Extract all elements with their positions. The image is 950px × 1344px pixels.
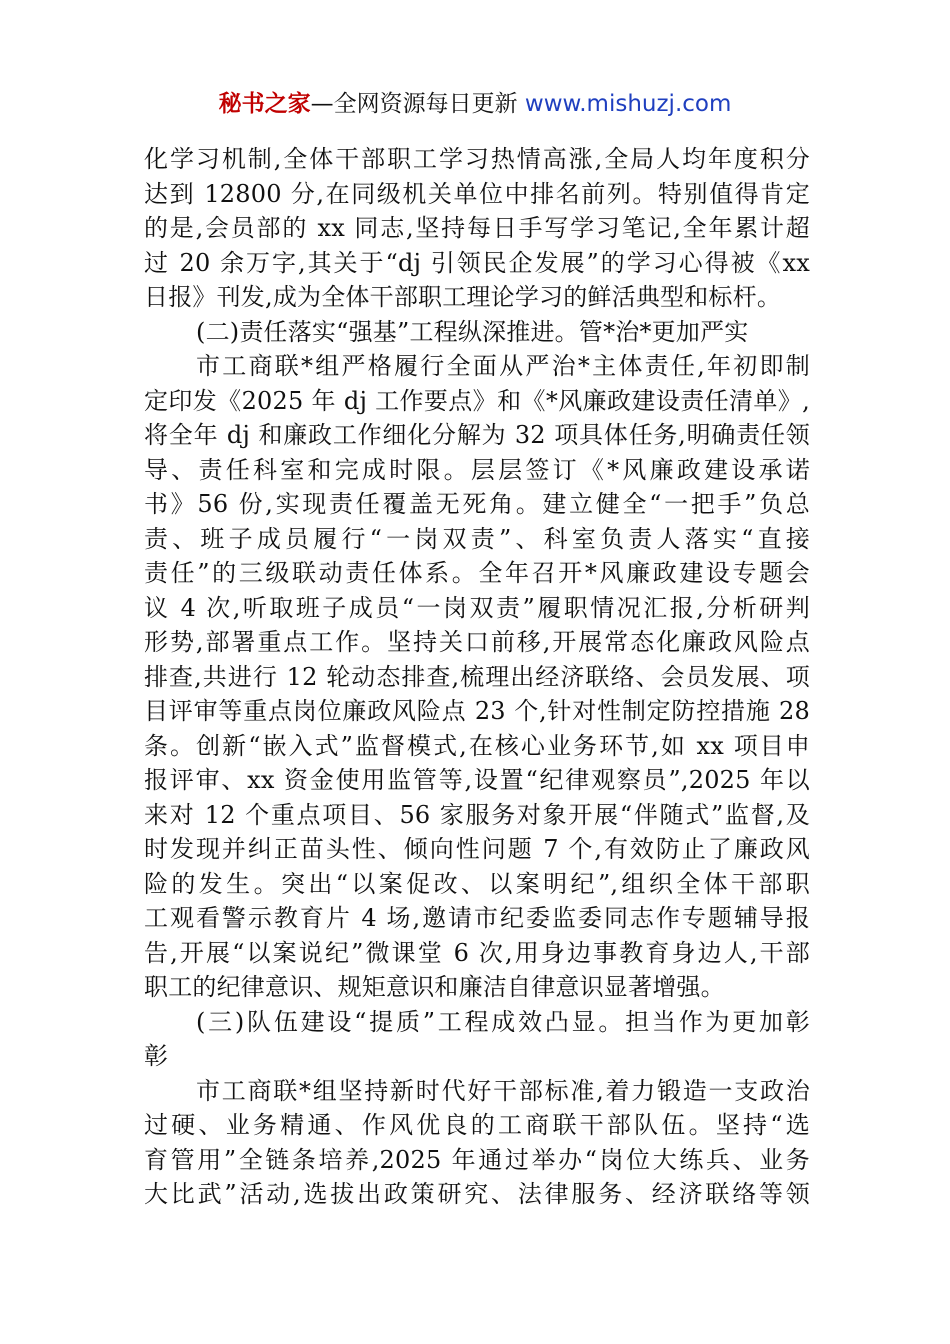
text-line: 职工的纪律意识、规矩意识和廉洁自律意识显著增强。 (144, 973, 725, 1001)
text-line: 险的发生。突出“以案促改、以案明纪”,组织全体干部职 (144, 869, 810, 898)
header-brand: 秘书之家 (218, 91, 311, 117)
page-header (0, 88, 950, 120)
text-line: 目评审等重点岗位廉政风险点 23 个,针对性制定防控措施 28 (144, 697, 810, 725)
text-line: 导、责任科室和完成时限。层层签订《*风廉政建设承诺 (144, 455, 810, 484)
text-line: 议 4 次,听取班子成员“一岗双责”履职情况汇报,分析研判 (144, 593, 810, 622)
text-line: 报评审、xx 资金使用监管等,设置“纪律观察员”,2025 年以 (144, 766, 810, 794)
header-site-link[interactable]: www.mishuzj.com (524, 91, 732, 117)
text-line: 来对 12 个重点项目、56 家服务对象开展“伴随式”监督,及 (144, 800, 810, 829)
text-line: 形势,部署重点工作。坚持关口前移,开展常态化廉政风险点 (144, 628, 810, 656)
text-line: 日报》刊发,成为全体干部职工理论学习的鲜活典型和标杆。 (144, 283, 782, 311)
text-line: 工观看警示教育片 4 场,邀请市纪委监委同志作专题辅导报 (144, 904, 810, 932)
text-line: (三)队伍建设“提质”工程成效凸显。担当作为更加彰 (196, 1007, 810, 1036)
text-line: (二)责任落实“强基”工程纵深推进。管*治*更加严实 (196, 317, 749, 346)
text-line: 达到 12800 分,在同级机关单位中排名前列。特别值得肯定 (144, 179, 810, 208)
text-line: 时发现并纠正苗头性、倾向性问题 7 个,有效防止了廉政风 (144, 835, 810, 863)
text-line: 市工商联*组严格履行全面从严治*主体责任,年初即制 (196, 352, 810, 380)
text-line: 大比武”活动,选拔出政策研究、法律服务、经济联络等领 (144, 1180, 810, 1208)
document-body (144, 142, 810, 1212)
text-line: 排查,共进行 12 轮动态排查,梳理出经济联络、会员发展、项 (144, 662, 810, 691)
text-line: 定印发《2025 年 dj 工作要点》和《*风廉政建设责任清单》, (144, 386, 810, 415)
text-line: 责、班子成员履行“一岗双责”、科室负责人落实“直接 (144, 524, 810, 553)
text-line: 过 20 余万字,其关于“dj 引领民企发展”的学习心得被《xx (144, 248, 810, 277)
text-line: 告,开展“以案说纪”微课堂 6 次,用身边事教育身边人,干部 (144, 938, 810, 967)
text-line: 过硬、业务精通、作风优良的工商联干部队伍。坚持“选 (144, 1111, 810, 1139)
text-line: 将全年 dj 和廉政工作细化分解为 32 项具体任务,明确责任领 (144, 421, 810, 449)
text-line: 彰 (144, 1042, 169, 1070)
text-line: 责任”的三级联动责任体系。全年召开*风廉政建设专题会 (144, 559, 810, 587)
text-line: 的是,会员部的 xx 同志,坚持每日手写学习笔记,全年累计超 (144, 214, 810, 242)
text-line: 条。创新“嵌入式”监督模式,在核心业务环节,如 xx 项目申 (144, 731, 810, 760)
text-line: 育管用”全链条培养,2025 年通过举办“岗位大练兵、业务 (144, 1145, 810, 1174)
header-tagline: —全网资源每日更新 (310, 91, 525, 117)
text-line: 书》56 份,实现责任覆盖无死角。建立健全“一把手”负总 (144, 490, 810, 518)
text-line: 市工商联*组坚持新时代好干部标准,着力锻造一支政治 (196, 1076, 810, 1105)
text-line: 化学习机制,全体干部职工学习热情高涨,全局人均年度积分 (144, 145, 810, 173)
